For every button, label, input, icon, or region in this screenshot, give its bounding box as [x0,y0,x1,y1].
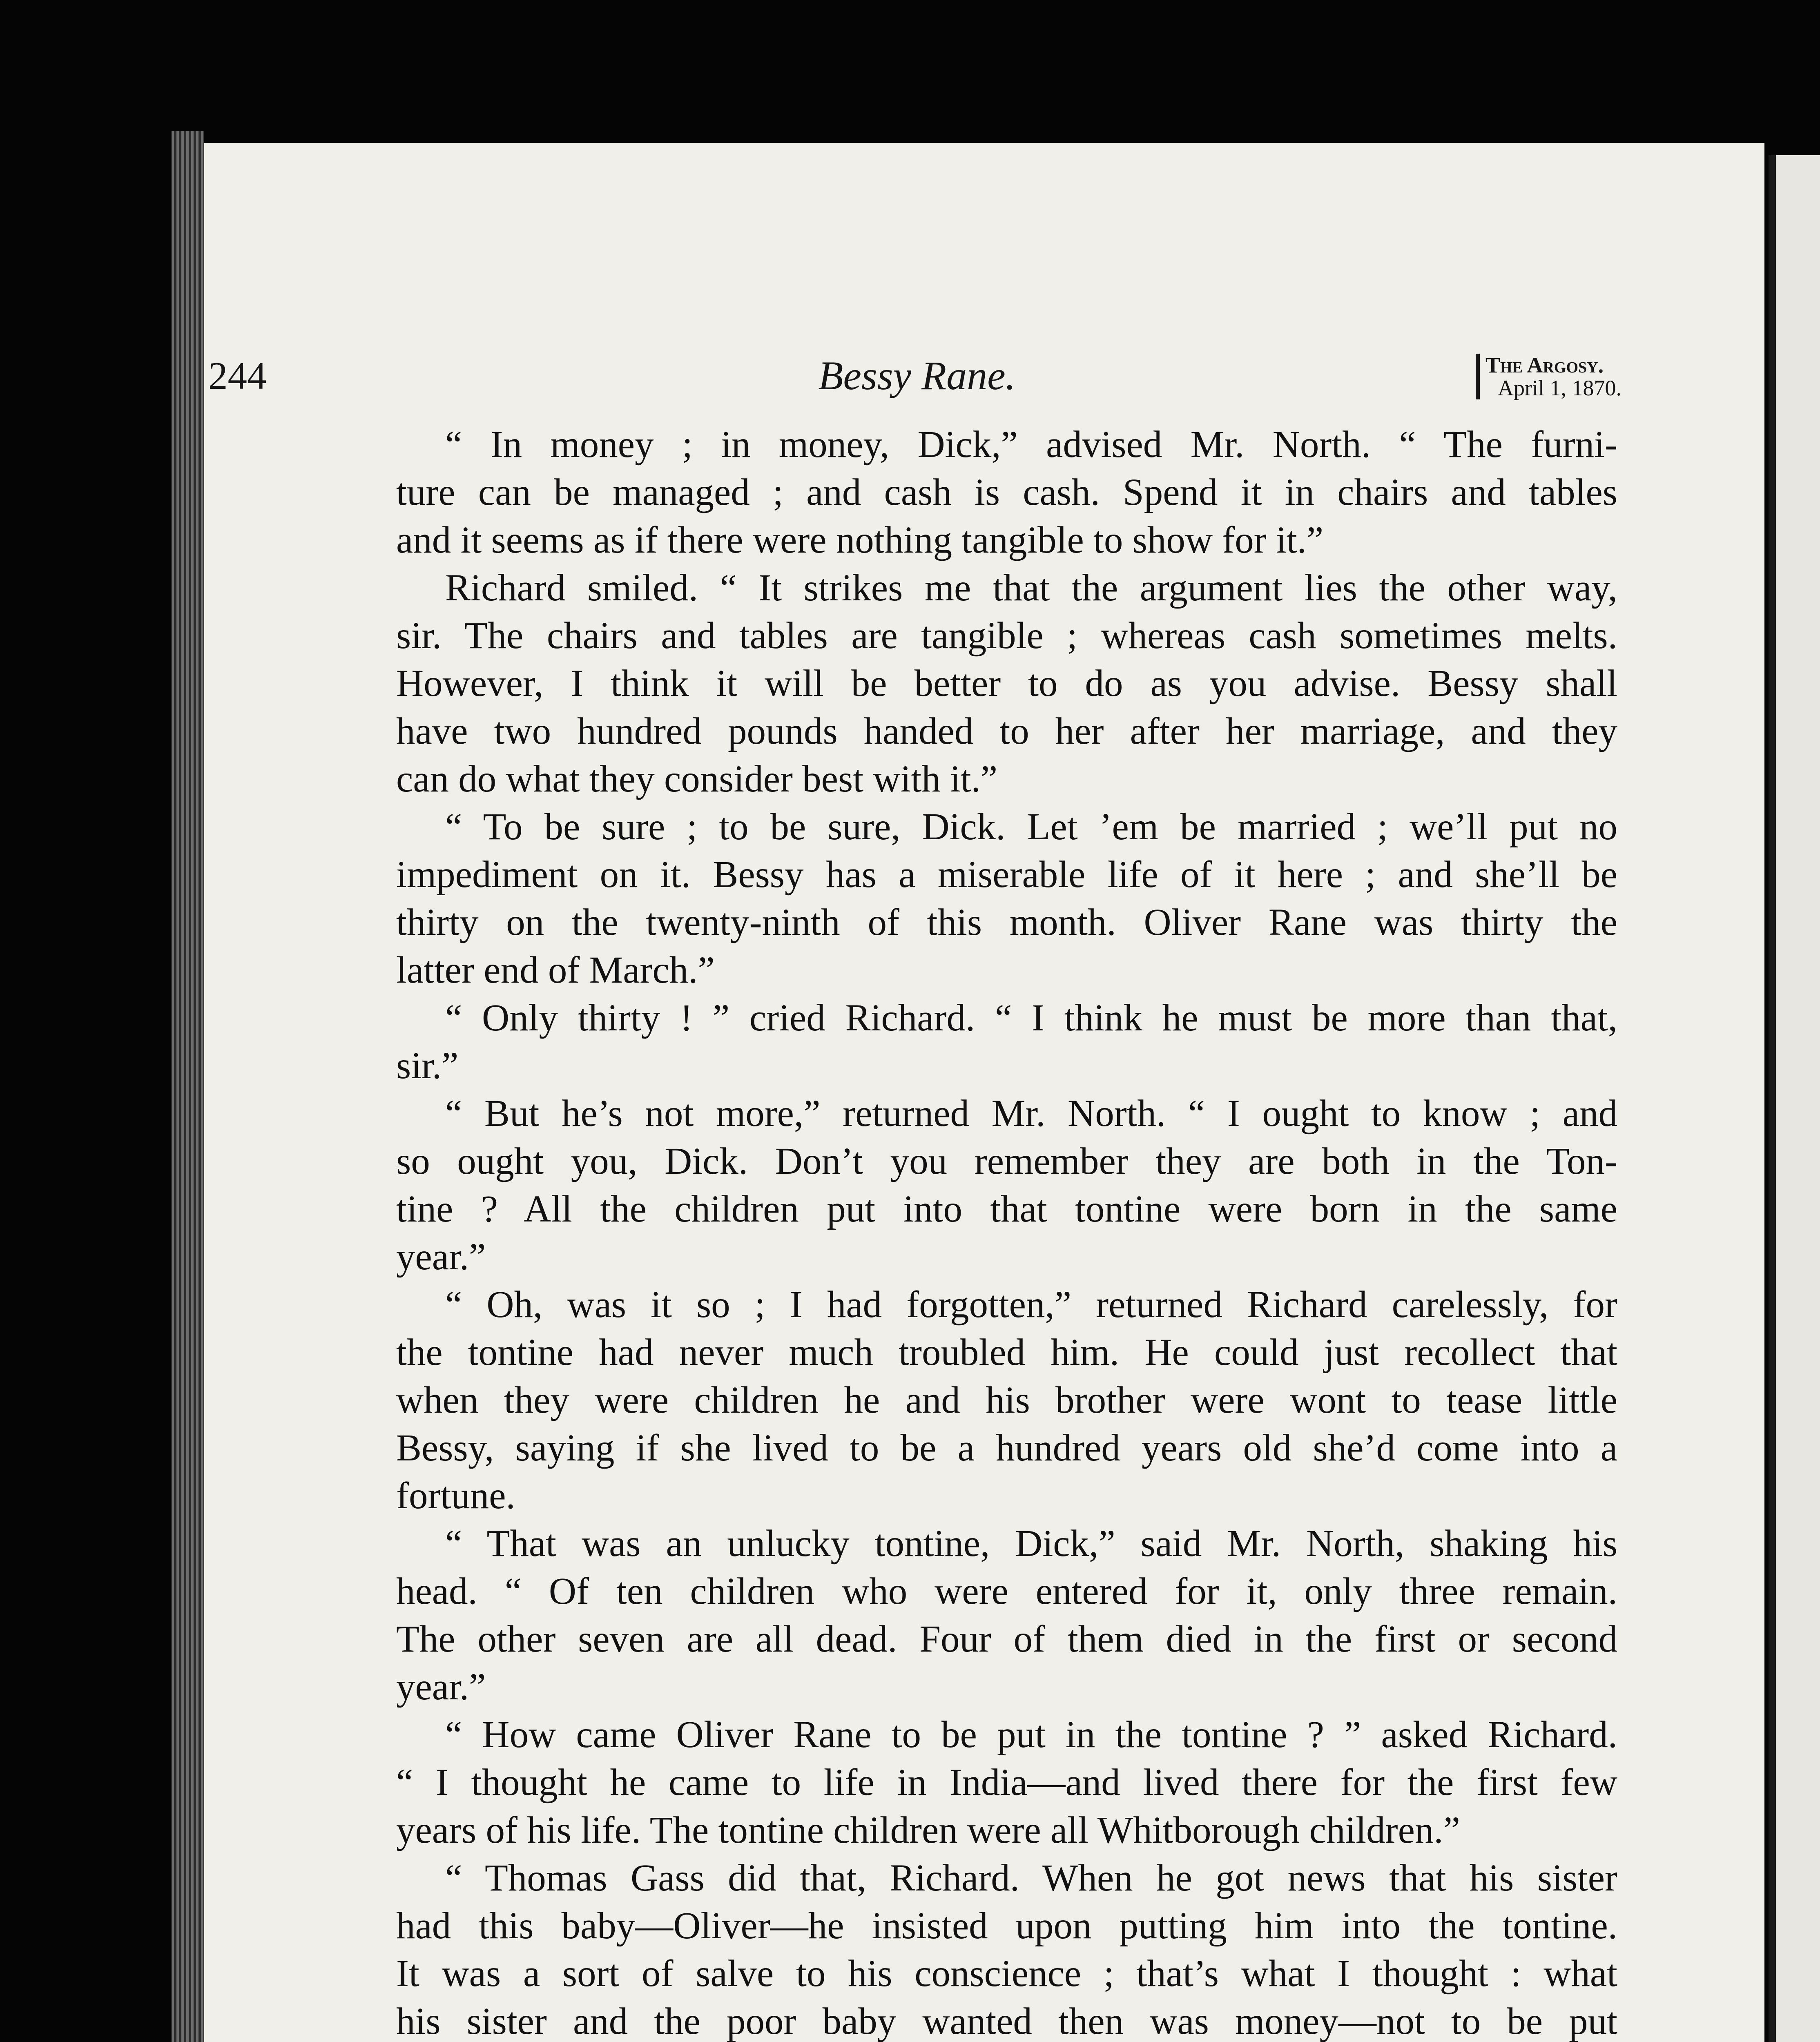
facing-page-edge [1769,155,1820,2042]
text-line: tine ? All the children put into that tontine were born in the same [396,1188,1617,1230]
text-line: had this baby—Oliver—he insisted upon putting him into the tontine. [396,1905,1617,1947]
text-line: the tontine had never much troubled him. He could just recollect that [396,1331,1617,1373]
text-line: “ But he’s not more,” returned Mr. North. “ I ought to know ; and [445,1092,1617,1135]
text-line: “ That was an unlucky tontine, Dick,” said Mr. North, shaking his [445,1523,1617,1565]
body-text [396,421,1617,2042]
text-line: year.” [396,1666,486,1708]
text-line: thirty on the twenty-ninth of this month. Oliver Rane was thirty the [396,901,1617,943]
text-line: “ I thought he came to life in India—and lived there for the first few [396,1761,1617,1803]
text-line: can do what they consider best with it.” [396,758,998,800]
text-line: Richard smiled. “ It strikes me that the argument lies the other way, [445,567,1617,609]
text-line: ture can be managed ; and cash is cash. Spend it in chairs and tables [396,471,1617,513]
text-line: “ In money ; in money, Dick,” advised Mr. North. “ The furni- [445,424,1617,466]
text-line: latter end of March.” [396,949,715,991]
text-line: his sister and the poor baby wanted then was money—not to be put [396,2000,1617,2042]
page-number: 244 [208,354,267,397]
running-title: Bessy Rane. [818,353,1016,398]
text-line: when they were children he and his brother were wont to tease little [396,1379,1617,1421]
text-line: Bessy, saying if she lived to be a hundred years old she’d come into a [396,1427,1617,1469]
text-line: However, I think it will be better to do as you advise. Bessy shall [396,662,1617,704]
text-line: It was a sort of salve to his conscience ; that’s what I thought : what [396,1953,1617,1995]
text-line: year.” [396,1236,486,1278]
text-line: “ Only thirty ! ” cried Richard. “ I think he must be more than that, [445,997,1617,1039]
text-line: “ Thomas Gass did that, Richard. When he got news that his sister [445,1857,1617,1899]
journal-name: The Argosy. [1485,353,1604,377]
page-header [208,351,1626,408]
journal-reference [1476,354,1621,399]
text-line: have two hundred pounds handed to her after her marriage, and they [396,710,1617,752]
text-line: “ How came Oliver Rane to be put in the tontine ? ” asked Richard. [445,1714,1617,1756]
text-line: “ Oh, was it so ; I had forgotten,” returned Richard carelessly, for [445,1284,1617,1326]
text-line: head. “ Of ten children who were entered for it, only three remain. [396,1570,1617,1612]
text-line: years of his life. The tontine children were all Whitborough children.” [396,1809,1460,1851]
text-line: impediment on it. Bessy has a miserable life of it here ; and she’ll be [396,854,1617,896]
text-line: sir. The chairs and tables are tangible ; whereas cash sometimes melts. [396,615,1617,657]
journal-date: April 1, 1870. [1498,376,1621,400]
text-line: so ought you, Dick. Don’t you remember they are both in the Ton- [396,1140,1617,1182]
text-line: The other seven are all dead. Four of them died in the first or second [396,1618,1617,1660]
book-page-edges [172,131,204,2042]
text-line: “ To be sure ; to be sure, Dick. Let ’em be married ; we’ll put no [445,806,1617,848]
text-line: sir.” [396,1045,459,1087]
text-line: and it seems as if there were nothing tangible to show for it.” [396,519,1324,561]
text-line: fortune. [396,1475,515,1517]
